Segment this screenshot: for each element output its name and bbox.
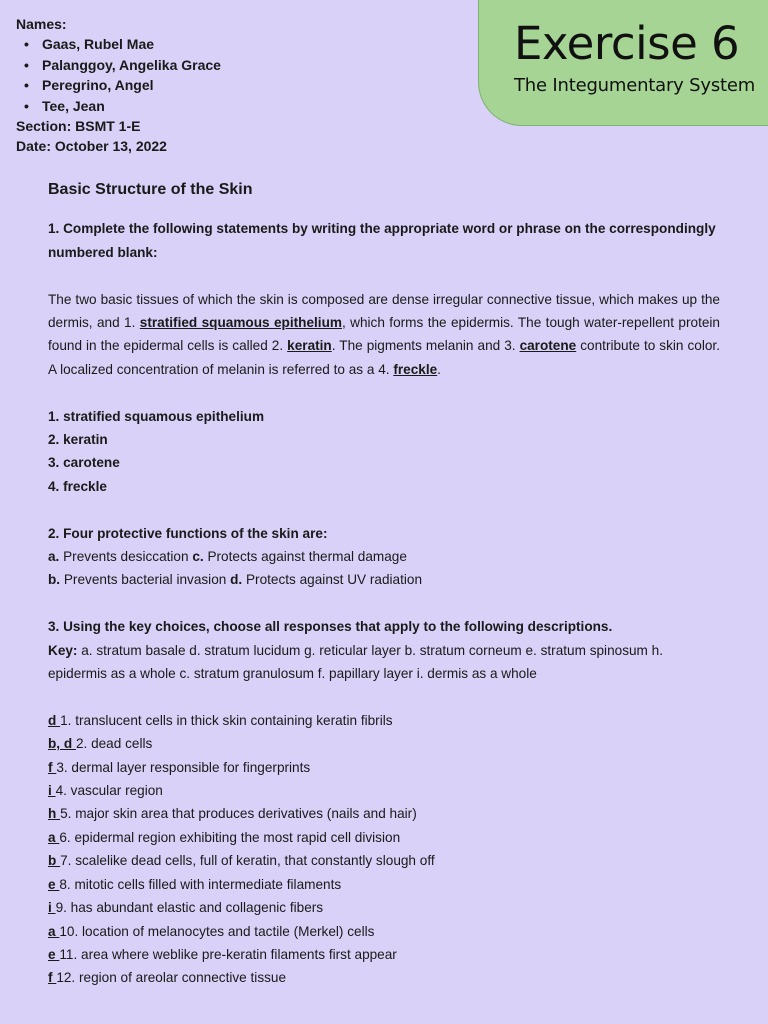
q2-label-d: d. [230, 572, 243, 588]
q2-text-a: Prevents desiccation [59, 549, 193, 565]
q3-item-text: 11. area where weblike pre-keratin filaments first appear [59, 946, 397, 962]
q3-item [48, 943, 720, 966]
exercise-title: Exercise 6 [514, 17, 740, 70]
q3-item-text: 2. dead cells [75, 736, 153, 752]
q2-row-bd [48, 568, 720, 591]
name-item: • Gaas, Rubel Mae [42, 34, 221, 54]
q1-answer-item: 4. freckle [48, 478, 107, 494]
q3-item [48, 756, 720, 779]
q1-answer-item: 3. carotene [48, 455, 120, 471]
q1-answer-item: 1. stratified squamous epithelium [48, 408, 265, 424]
q3-item-answer: i [48, 783, 56, 799]
name-item: • Tee, Jean [42, 96, 221, 116]
q3-item-text: 6. epidermal region exhibiting the most rapid cell division [59, 829, 401, 845]
date-info: Date: October 13, 2022 [16, 138, 167, 155]
q3-key-text: a. stratum basale d. stratum lucidum g. reticular layer b. stratum corneum e. stratum spinosum h. epidermis as a whole c. stratum granulosum f. papillary layer i. dermis as a whole [48, 642, 663, 682]
exercise-header-banner [478, 0, 768, 126]
answer-blank-1: stratified squamous epithelium [139, 315, 342, 331]
q2-label-c: c. [192, 549, 204, 565]
q3-item [48, 966, 720, 989]
q3-item-text: 5. major skin area that produces derivatives (nails and hair) [60, 806, 417, 822]
name-item: • Palanggoy, Angelika Grace [42, 55, 221, 75]
q3-key [48, 639, 720, 686]
q2-text-b: Prevents bacterial invasion [60, 572, 231, 588]
q3-item [48, 709, 720, 732]
q1-paragraph [48, 288, 720, 382]
q1-answer-item: 2. keratin [48, 432, 108, 448]
q3-item-answer: e [48, 946, 60, 962]
q1-text-d: contribute to skin color. A localized concentration of melanin is referred to as a 4. [48, 338, 720, 377]
q3-item-text: 4. vascular region [55, 783, 163, 799]
q2-label-a: a. [48, 549, 60, 565]
q3-item-answer: h [48, 806, 61, 822]
q3-item [48, 826, 720, 849]
q3-item [48, 849, 720, 872]
q3-item-answer: a [48, 829, 60, 845]
q3-item-answer: b, d [48, 736, 76, 752]
q3-item-text: 9. has abundant elastic and collagenic fibers [55, 900, 324, 916]
names-label: Names: [16, 16, 67, 32]
exercise-subtitle: The Integumentary System [514, 75, 756, 96]
q3-item-text: 8. mitotic cells filled with intermediate filaments [59, 876, 342, 892]
q2-text-d: Protects against UV radiation [242, 572, 423, 588]
name-item: • Peregrino, Angel [42, 75, 221, 95]
q3-item-answer: d [48, 712, 61, 728]
q3-item [48, 732, 720, 755]
q1-answer-list [48, 405, 720, 499]
q3-item-text: 10. location of melanocytes and tactile (Merkel) cells [59, 923, 375, 939]
q3-item-answer: f [48, 759, 57, 775]
q3-item-answer: e [48, 876, 60, 892]
q3-item [48, 896, 720, 919]
q3-item-answer: a [48, 923, 60, 939]
q3-item-text: 12. region of areolar connective tissue [56, 970, 287, 986]
q3-item [48, 802, 720, 825]
q3-item [48, 873, 720, 896]
q2-text-c: Protects against thermal damage [203, 549, 407, 565]
section-heading: Basic Structure of the Skin [48, 181, 253, 198]
q1-text-b: , which forms the epidermis. The tough water-repellent protein found in the epidermal cells is called 2. [48, 315, 720, 354]
q1-text-c: . The pigments melanin and 3. [331, 338, 520, 354]
worksheet-content [48, 178, 720, 990]
q2-label-b: b. [48, 572, 61, 588]
q3-answer-list [48, 709, 720, 990]
q3-item-answer: f [48, 970, 57, 986]
q3-key-label: Key: [48, 642, 78, 658]
q2-prompt: 2. Four protective functions of the skin are: [48, 525, 328, 541]
q1-prompt-line2: numbered blank: [48, 244, 158, 260]
q3-item-text: 7. scalelike dead cells, full of keratin, that constantly slough off [60, 853, 435, 869]
q1-text-e: . [437, 361, 441, 377]
q3-item-text: 1. translucent cells in thick skin containing keratin fibrils [60, 712, 393, 728]
q3-item-answer: i [48, 900, 56, 916]
q3-item [48, 920, 720, 943]
answer-blank-2: keratin [287, 338, 332, 354]
q3-item [48, 779, 720, 802]
q1-prompt [48, 217, 720, 264]
q3-prompt: 3. Using the key choices, choose all responses that apply to the following descriptions. [48, 619, 613, 635]
answer-blank-4: freckle [393, 361, 438, 377]
section-info: Section: BSMT 1-E [16, 118, 141, 135]
q3-item-answer: b [48, 853, 61, 869]
q2-row-ac [48, 545, 720, 568]
answer-blank-3: carotene [519, 338, 577, 354]
names-list [16, 34, 221, 116]
q1-prompt-line1: 1. Complete the following statements by writing the appropriate word or phrase on the correspondingly [48, 221, 716, 237]
q1-text-a: The two basic tissues of which the skin is composed are dense irregular connective tissue, which makes up the dermis, and 1. [48, 291, 720, 331]
student-info-block [16, 14, 221, 157]
q3-item-text: 3. dermal layer responsible for fingerprints [56, 759, 311, 775]
